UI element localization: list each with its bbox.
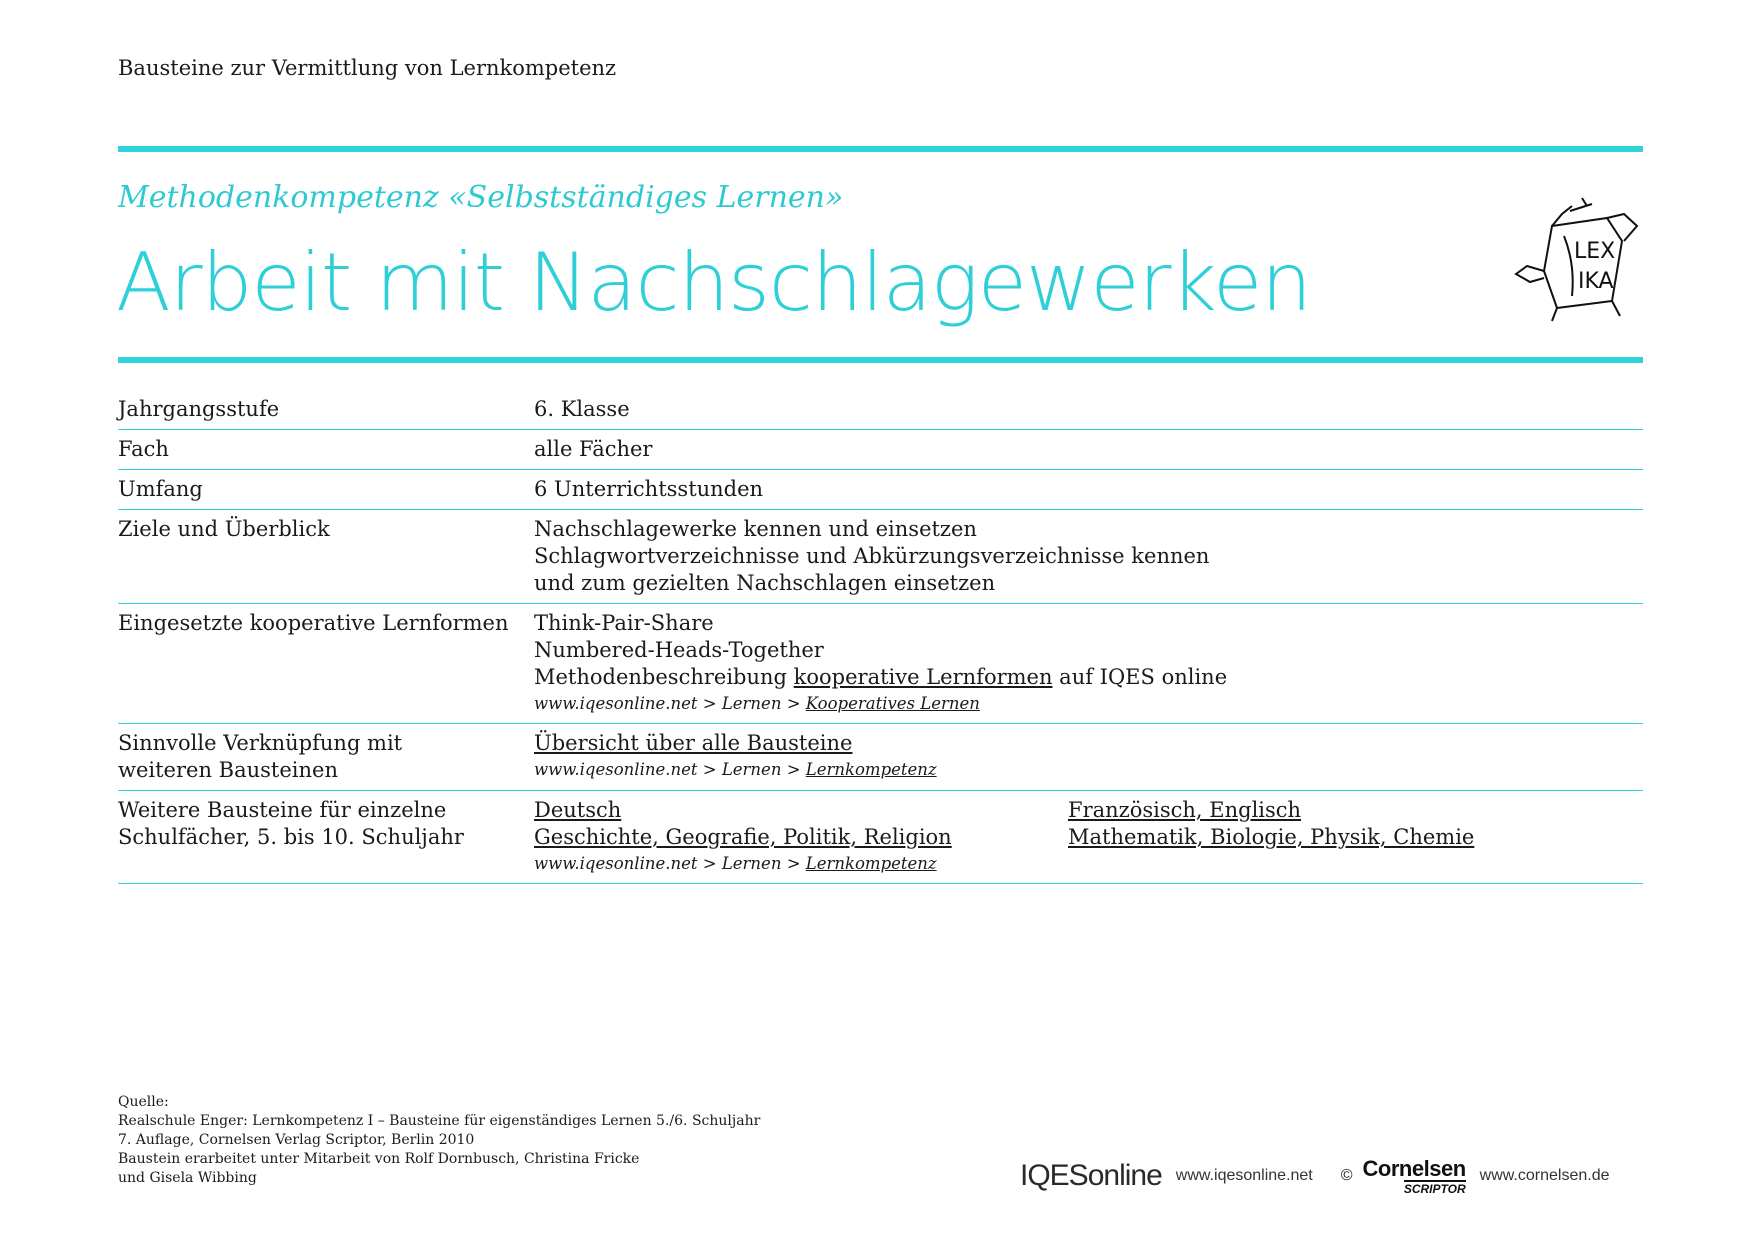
row-value xyxy=(534,610,1643,717)
iqes-logo xyxy=(1020,1159,1162,1193)
logo-text-1: LEX xyxy=(1574,239,1616,264)
subject-link-franzoesisch[interactable]: Französisch, Englisch xyxy=(1068,798,1302,822)
page-title: Arbeit mit Nachschlagewerken xyxy=(116,236,1311,329)
source-line: Baustein erarbeitet unter Mitarbeit von Rolf Dornbusch, Christina Fricke xyxy=(118,1151,640,1167)
iqes-url[interactable]: www.iqesonline.net xyxy=(1175,1167,1313,1184)
subject-link-deutsch[interactable]: Deutsch xyxy=(534,798,622,822)
subject-column xyxy=(1068,797,1602,851)
document-header: Bausteine zur Vermittlung von Lernkompetenz xyxy=(118,56,617,80)
subject-link-mathematik[interactable]: Mathematik, Biologie, Physik, Chemie xyxy=(1068,825,1475,849)
subject-link-geschichte[interactable]: Geschichte, Geografie, Politik, Religion xyxy=(534,825,952,849)
lexika-book-icon xyxy=(1512,196,1642,326)
row-label xyxy=(118,797,534,877)
text: Methodenbeschreibung xyxy=(534,665,794,689)
subject-column xyxy=(534,797,1068,851)
scriptor-logo-text: SCRIPTOR xyxy=(1403,1181,1466,1196)
label-line: Sinnvolle Verknüpfung mit xyxy=(118,731,403,755)
copyright-symbol: © xyxy=(1340,1167,1353,1184)
row-ziele xyxy=(118,510,1643,604)
kooperatives-lernen-link[interactable]: Kooperatives Lernen xyxy=(805,694,980,713)
row-label: Jahrgangsstufe xyxy=(118,397,280,421)
row-value xyxy=(534,516,1643,597)
row-weitere-bausteine xyxy=(118,791,1643,884)
footer-logos xyxy=(1020,1156,1609,1196)
breadcrumb xyxy=(534,691,1643,717)
logo-text-2: IKA xyxy=(1578,269,1614,294)
uebersicht-bausteine-link[interactable]: Übersicht über alle Bausteine xyxy=(534,731,853,755)
row-fach xyxy=(118,430,1643,470)
iqes-logo-part: IQES xyxy=(1020,1159,1088,1192)
cornelsen-logo-text: Cornelsen xyxy=(1362,1155,1466,1181)
row-label: Ziele und Überblick xyxy=(118,517,330,541)
row-label: Umfang xyxy=(118,477,203,501)
subtitle: Methodenkompetenz «Selbstständiges Lernen» xyxy=(118,180,844,215)
row-value xyxy=(534,730,1643,784)
breadcrumb xyxy=(534,757,1643,783)
iqes-logo-part: online xyxy=(1087,1159,1162,1192)
source-line: Realschule Enger: Lernkompetenz I – Bausteine für eigenständiges Lernen 5./6. Schuljahr xyxy=(118,1113,761,1129)
top-rule xyxy=(118,146,1643,152)
source-line: Quelle: xyxy=(118,1094,169,1110)
source-line: 7. Auflage, Cornelsen Verlag Scriptor, Berlin 2010 xyxy=(118,1132,475,1148)
row-value: 6. Klasse xyxy=(534,397,630,421)
breadcrumb-path: www.iqesonline.net > Lernen > xyxy=(534,854,806,873)
lernform-item: Think-Pair-Share xyxy=(534,611,714,635)
row-label xyxy=(118,730,534,784)
subject-links xyxy=(534,797,1643,851)
breadcrumb-path: www.iqesonline.net > Lernen > xyxy=(534,694,806,713)
row-value xyxy=(534,797,1643,877)
text: auf IQES online xyxy=(1052,665,1228,689)
row-umfang xyxy=(118,470,1643,510)
row-verknuepfung xyxy=(118,724,1643,791)
lernkompetenz-link[interactable]: Lernkompetenz xyxy=(805,760,937,779)
row-label: Eingesetzte kooperative Lernformen xyxy=(118,611,509,635)
kooperative-lernformen-link[interactable]: kooperative Lernformen xyxy=(793,665,1053,689)
row-label: Fach xyxy=(118,437,169,461)
label-line: Weitere Bausteine für einzelne xyxy=(118,798,447,822)
row-value: alle Fächer xyxy=(534,437,653,461)
title-bottom-rule xyxy=(118,357,1643,363)
cornelsen-logo xyxy=(1362,1155,1466,1196)
cornelsen-url[interactable]: www.cornelsen.de xyxy=(1479,1167,1610,1184)
breadcrumb xyxy=(534,851,1643,877)
breadcrumb-path: www.iqesonline.net > Lernen > xyxy=(534,760,806,779)
lernkompetenz-link[interactable]: Lernkompetenz xyxy=(805,854,937,873)
ziele-line: Schlagwortverzeichnisse und Abkürzungsverzeichnisse kennen xyxy=(534,544,1210,568)
source-note xyxy=(118,1093,760,1188)
label-line: weiteren Bausteinen xyxy=(118,758,338,782)
row-jahrgangsstufe xyxy=(118,390,1643,430)
source-line: und Gisela Wibbing xyxy=(118,1170,257,1186)
info-table xyxy=(118,390,1643,884)
ziele-line: Nachschlagewerke kennen und einsetzen xyxy=(534,517,977,541)
row-value: 6 Unterrichtsstunden xyxy=(534,477,764,501)
methodenbeschreibung-line xyxy=(534,664,1643,691)
label-line: Schulfächer, 5. bis 10. Schuljahr xyxy=(118,825,464,849)
row-kooperative-lernformen xyxy=(118,604,1643,724)
ziele-line: und zum gezielten Nachschlagen einsetzen xyxy=(534,571,996,595)
lernform-item: Numbered-Heads-Together xyxy=(534,638,824,662)
